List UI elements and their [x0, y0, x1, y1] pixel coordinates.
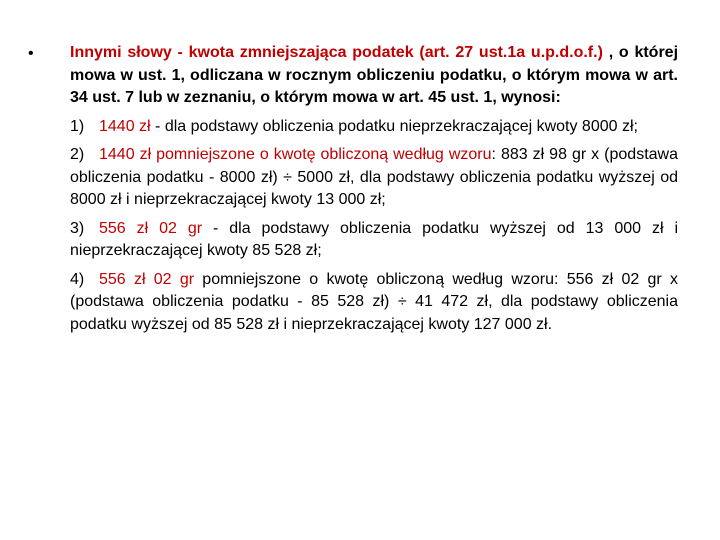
intro-highlight: Innymi słowy - kwota zmniejszająca podatek (art. 27 ust.1a u.p.d.o.f.): [70, 44, 603, 61]
bullet-icon: •: [28, 45, 34, 62]
item-highlight: 1440 zł: [99, 117, 151, 135]
item-text: - dla podstawy obliczenia podatku nieprzekraczającej kwoty 8000 zł;: [150, 117, 638, 135]
list-item-3: [70, 218, 678, 263]
item-text: - dla podstawy obliczenia podatku wyższej od 13 000 zł i nieprzekraczającej kwoty 85 528 zł;: [70, 219, 679, 259]
intro-paragraph: [70, 42, 678, 110]
item-number: 2): [70, 146, 85, 163]
item-highlight: 1440 zł pomniejszone o kwotę obliczoną według wzoru: [99, 146, 492, 163]
list-item-1: [70, 116, 678, 139]
item-text: pomniejszone o kwotę obliczoną według wzoru: 556 zł 02 gr x (podstawa obliczenia podatku - 85 528 zł) ÷ 41 472 zł, dla podstawy obliczenia podatku wyższej od 85 528 zł i nieprzekraczającej kwoty 127 000 zł.: [70, 270, 678, 333]
item-highlight: 556 zł 02 gr: [99, 270, 195, 288]
list-item-2: [70, 144, 678, 212]
item-number: 1): [70, 117, 85, 135]
item-number: 3): [70, 219, 85, 237]
item-highlight: 556 zł 02 gr: [99, 219, 203, 237]
item-text: : 883 zł 98 gr x (podstawa obliczenia podatku - 8000 zł) ÷ 5000 zł, dla podstawy obliczenia podatku wyższej od 8000 zł i nieprzekraczającej kwoty 13 000 zł;: [70, 146, 678, 208]
list-item-4: [70, 269, 678, 337]
intro-text: , o której mowa w ust. 1, odliczana w rocznym obliczeniu podatku, o którym mowa w art. 34 ust. 7 lub w zeznaniu, o którym mowa w art. 45 ust. 1, wynosi:: [70, 44, 679, 106]
item-number: 4): [70, 270, 85, 288]
slide-content: [70, 42, 678, 336]
